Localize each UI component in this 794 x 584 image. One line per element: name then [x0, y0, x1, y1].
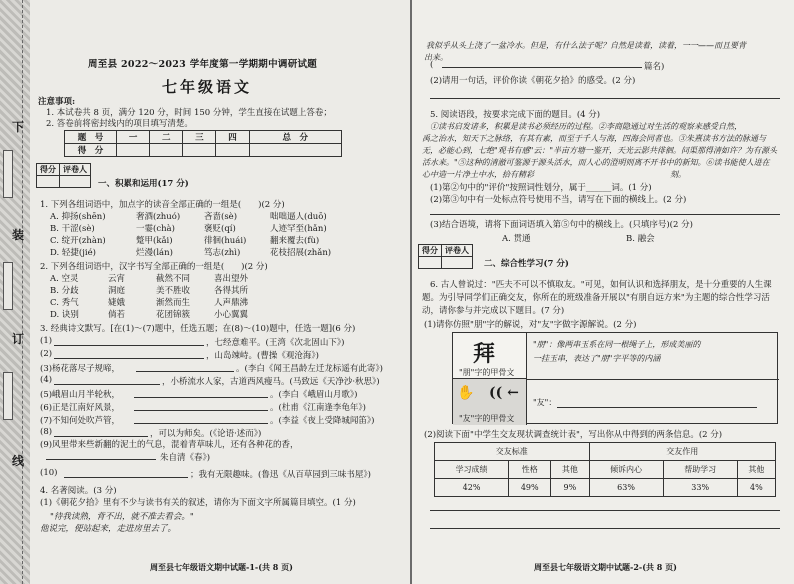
question-6-2: (2)阅读下面"中学生交友现状调查统计表"，写出你从中得到的两条信息。(2 分) [424, 430, 723, 440]
poem-line-prefix: (8) [40, 427, 53, 437]
question-4-2: (2)请用一句话，评价你读《朝花夕拾》的感受。(2 分) [430, 76, 636, 86]
option-word: 小心翼翼 [214, 310, 249, 320]
survey-table [434, 442, 776, 497]
poem-line-source: ，小桥流水人家，古道西风瘦马。(马致远《天净沙·秋思》) [162, 377, 380, 387]
survey-col-header: 倾诉内心 [589, 461, 663, 479]
poem-line-source: ，山岛竦峙。(曹操《观沧海》) [206, 351, 319, 361]
option-item[interactable]: A. 抑扬(shēn) [50, 212, 106, 222]
answer-blank[interactable] [136, 371, 234, 372]
answer-blank[interactable] [134, 410, 268, 411]
poem-line-source: 。(杜甫《江南逢李龟年》) [270, 403, 366, 413]
student-info-field[interactable] [3, 150, 13, 198]
binding-char-xian: 线 [12, 454, 25, 468]
option-word: 奢酒(zhuó) [136, 212, 181, 222]
notice-item: 2. 答卷前将密封线内的项目填写清楚。 [46, 119, 193, 129]
doc-title: 周至县 2022～2023 学年度第一学期期中调研试题 [88, 59, 318, 70]
answer-blank[interactable] [442, 67, 642, 68]
question-2: 2. 下列各组词语中，汉字书写全部正确的一组是( )(2 分) [40, 262, 268, 272]
poem-line-prefix: (5)峨眉山月半轮秋， [40, 390, 121, 400]
grader-score-label: 得分 [37, 164, 60, 176]
option-item[interactable]: C. 秀气 [50, 298, 79, 308]
binding-char-ding: 订 [12, 332, 25, 346]
option-word: 吝啬(sè) [204, 212, 238, 222]
grader-score-label: 得分 [419, 245, 442, 257]
you-caption: "友"字的甲骨文 [459, 414, 515, 423]
question-6-text: 6. 古人曾说过："匹夫不可以不慎取友。"可见，如何认识和选择朋友，是十分重要的人生课 [430, 280, 772, 290]
option-item[interactable]: D. 轻捷(jié) [50, 248, 96, 258]
poem-line-prefix: (2) [40, 349, 53, 359]
page-footer: 周至县七年级语文期中试题-1-(共 8 页) [150, 562, 293, 572]
score-header: 二 [150, 131, 183, 144]
poem-line-prefix: (6)正是江南好风景， [40, 403, 121, 413]
poem-line-source: ，可以为师矣。(《论语·述而》) [150, 429, 262, 439]
survey-col-header: 性格 [509, 461, 551, 479]
paragraph-line: 无，必能心到，七绝"观书有感"云："半亩方塘一鉴开，天光云影共徘徊。问渠那得清如许？为有源头 [422, 146, 778, 155]
binding-strip [0, 0, 30, 584]
score-table [64, 130, 342, 157]
notice-heading: 注意事项: [38, 97, 76, 107]
answer-blank[interactable] [54, 384, 160, 385]
quote-continued: 出来。 [424, 53, 448, 62]
option-item[interactable]: A. 空灵 [50, 274, 79, 284]
option-item[interactable]: B. 分歧 [50, 286, 79, 296]
peng-glyph-icon: 拜 [473, 341, 496, 367]
answer-line[interactable] [430, 528, 780, 529]
grader-box [418, 244, 473, 269]
option-item[interactable]: B. 干涩(sè) [50, 224, 95, 234]
pian-label-open: ( [430, 60, 434, 70]
score-row-label: 得 分 [65, 144, 117, 157]
quote-continued: 我似乎从头上浇了一盆冷水。但是，有什么法子呢？自然是读着，读着，一一——而且要背 [426, 41, 746, 50]
poem-line-source: 。(李益《夜上受降城闻笛》) [270, 416, 375, 426]
q3-line-10-source: ；我有无限趣味。(鲁迅《从百草园到三味书屋》) [190, 470, 371, 480]
peng-explanation: "朋"：像两串玉系在同一根绳子上，形成美丽的 [533, 340, 701, 349]
student-info-field[interactable] [3, 372, 13, 420]
score-header: 题 号 [65, 131, 117, 144]
poem-line-source: 。(李白《闻王昌龄左迁龙标遥有此寄》) [236, 364, 383, 374]
answer-blank[interactable] [46, 459, 156, 460]
book-quote: "待我读熟，背不出，就不准去看会。" [50, 512, 194, 522]
student-info-field[interactable] [3, 262, 13, 310]
score-header: 一 [117, 131, 150, 144]
option-word: 褒贬(qí) [204, 224, 236, 234]
peng-caption: "朋"字的甲骨文 [459, 368, 515, 377]
you-glyph-cell [453, 379, 527, 425]
poem-line-prefix: (7)不知何处吹芦管， [40, 416, 121, 426]
peng-glyph-cell [453, 333, 527, 379]
paragraph-line: ①读书启发诸多，积累是读书必须经历的过程。②李商隐通过对生活的观察来感受自然， [430, 122, 742, 131]
option-word: 美不胜收 [156, 286, 191, 296]
subject-title: 七年级语文 [162, 78, 253, 96]
option-word: 渐然而生 [156, 298, 191, 308]
page-footer: 周至县七年级语文期中试题-2-(共 8 页) [534, 562, 677, 572]
answer-blank[interactable] [54, 436, 148, 437]
divider [527, 379, 779, 380]
option-word: 烂漫(lán) [136, 248, 173, 258]
pian-label: 篇名) [644, 62, 665, 72]
answer-line[interactable] [430, 510, 780, 511]
question-1: 1. 下列各组词语中，加点字的读音全部正确的一组是( )(2 分) [40, 200, 285, 210]
survey-group-header: 交友标准 [435, 443, 590, 461]
answer-blank[interactable] [134, 397, 268, 398]
question-5-1: (1)第②句中的"评价"按照词性划分，属于______词。(1 分) [430, 183, 652, 193]
survey-value: 33% [663, 479, 737, 497]
book-quote: 他说完，便站起来，走进房里去了。 [40, 524, 177, 534]
option-word: 喜出望外 [214, 274, 249, 284]
poem-line-source: ，七经意难平。(王湾《次北固山下》) [206, 338, 345, 348]
section-heading: 一、积累和运用(17 分) [98, 179, 189, 189]
option-word: 咄咄逼人(duō) [270, 212, 327, 222]
question-5-3: (3)结合语境，请将下面词语填入第⑤句中的横线上。(只填序号)(2 分) [430, 220, 693, 230]
survey-value: 4% [737, 479, 775, 497]
poem-line-prefix: (3)杨花落尽子规啼， [40, 364, 121, 374]
survey-col-header: 其他 [551, 461, 589, 479]
survey-value: 63% [589, 479, 663, 497]
score-header: 三 [183, 131, 216, 144]
option-item[interactable]: D. 诀别 [50, 310, 79, 320]
question-5-2: (2)第③句中有一处标点符号使用不当，请写在下面的横线上。(2 分) [430, 195, 687, 205]
option-b[interactable]: B. 融会 [626, 234, 655, 244]
question-6-1: (1)请你仿照"朋"字的解说，对"友"字做字源解说。(2 分) [424, 320, 637, 330]
answer-line[interactable] [430, 214, 780, 215]
option-word: 蹩甲(kǎi) [136, 236, 173, 246]
poem-line-prefix: (1) [40, 336, 53, 346]
survey-value: 9% [551, 479, 589, 497]
score-cell[interactable] [216, 144, 249, 157]
grader-score-cell[interactable] [37, 176, 60, 188]
option-word: 婕娥 [108, 298, 126, 308]
option-word: 人迹罕至(hǎn) [270, 224, 327, 234]
option-word: 各得其所 [214, 286, 249, 296]
paragraph-line: 禹之治水，知天下之脉络，有其有素，而至于千人与海，四海会同者也。③朱熹读书方法的脉通与 [422, 134, 766, 143]
seal-line [22, 0, 23, 584]
grader-box [36, 163, 91, 188]
peng-explanation: 一挂玉串，表达了"朋"字平等的内涵 [533, 354, 661, 363]
answer-blank[interactable] [134, 423, 268, 424]
poem-line-source: 。(李白《峨眉山月歌》) [270, 390, 358, 400]
grader-name-cell[interactable] [60, 176, 91, 188]
option-a[interactable]: A. 贯通 [502, 234, 531, 244]
question-4-1: (1)《朝花夕拾》里有不少与读书有关的叙述，请你为下面文字所属篇目填空。(1 分) [40, 498, 356, 508]
option-word: 花枝招展(zhǎn) [270, 248, 332, 258]
q3-line-9: (9)风里带来些新翻的泥土的气息，混着青草味儿，还有各种花的香， [40, 440, 299, 450]
answer-line[interactable] [430, 98, 780, 99]
glyph-explanation-box [452, 332, 778, 424]
option-word: 倘若 [108, 310, 126, 320]
question-6-text: 动，请你参与并完成以下题目。(7 分) [422, 306, 565, 316]
notice-item: 1. 本试卷共 8 页，满分 120 分，时间 150 分钟，学生直接在试题上答卷； [46, 108, 332, 118]
option-word: 花团锦簇 [156, 310, 191, 320]
survey-value: 49% [509, 479, 551, 497]
option-word: 翻来覆去(fù) [270, 236, 320, 246]
question-3: 3. 经典诗文默写。[在(1)～(7)题中，任选五题；在(8)～(10)题中，任选一题](6 分) [40, 324, 356, 334]
question-5: 5. 阅读语段，按要求完成下面的题目。(4 分) [430, 110, 601, 120]
paragraph-line: 活水来。"⑤这种的清澈可鉴源于源头活水，而人心的澄明则离不开书中的新知。⑥读书能使人进在 [422, 158, 770, 167]
q3-line-10: (10) [40, 468, 58, 478]
survey-group-header: 交友作用 [589, 443, 776, 461]
grader-score-cell[interactable] [419, 257, 442, 269]
you-glyph-icon: (( ← [489, 385, 519, 401]
grader-name-label: 评卷人 [442, 245, 473, 257]
section-heading: 二、综合性学习(7 分) [484, 259, 569, 269]
option-word: 笃志(zhì) [204, 248, 241, 258]
score-header: 四 [216, 131, 249, 144]
poem-line-prefix: (4) [40, 375, 53, 385]
survey-col-header: 学习成绩 [435, 461, 509, 479]
answer-blank[interactable] [557, 407, 757, 408]
paragraph-line: 心中造一片净土中水，拾有精彩 刻。 [422, 170, 686, 179]
binding-char-zhuang: 装 [12, 228, 25, 242]
survey-value: 42% [435, 479, 509, 497]
answer-blank[interactable] [64, 477, 188, 478]
option-word: 一霎(chà) [136, 224, 175, 234]
option-word: 洞庭 [108, 286, 126, 296]
option-word: 云宵 [108, 274, 126, 284]
score-header: 总 分 [249, 131, 341, 144]
score-cell[interactable] [249, 144, 341, 157]
survey-col-header: 其他 [737, 461, 775, 479]
score-cell[interactable] [183, 144, 216, 157]
grader-name-label: 评卷人 [60, 164, 91, 176]
grader-name-cell[interactable] [442, 257, 473, 269]
option-word: 截然不同 [156, 274, 191, 284]
binding-char-top: 下 [12, 120, 25, 134]
score-cell[interactable] [117, 144, 150, 157]
option-item[interactable]: C. 绽开(zhàn) [50, 236, 106, 246]
answer-blank[interactable] [54, 358, 204, 359]
q3-line-9-source: 朱自清《春》) [160, 453, 211, 463]
question-4: 4. 名著阅读。(3 分) [40, 486, 117, 496]
hand-icon: ✋ [457, 385, 475, 401]
survey-col-header: 帮助学习 [663, 461, 737, 479]
you-label: "友"： [533, 398, 557, 407]
option-word: 徘徊(huái) [204, 236, 247, 246]
option-word: 人声鼎沸 [214, 298, 249, 308]
question-6-text: 题。为引导同学们正确交友，你所在的班级准备开展以"有朋自远方来"为主题的综合性学习活 [422, 293, 770, 303]
answer-blank[interactable] [54, 345, 204, 346]
score-cell[interactable] [150, 144, 183, 157]
exam-page-right [412, 0, 794, 584]
